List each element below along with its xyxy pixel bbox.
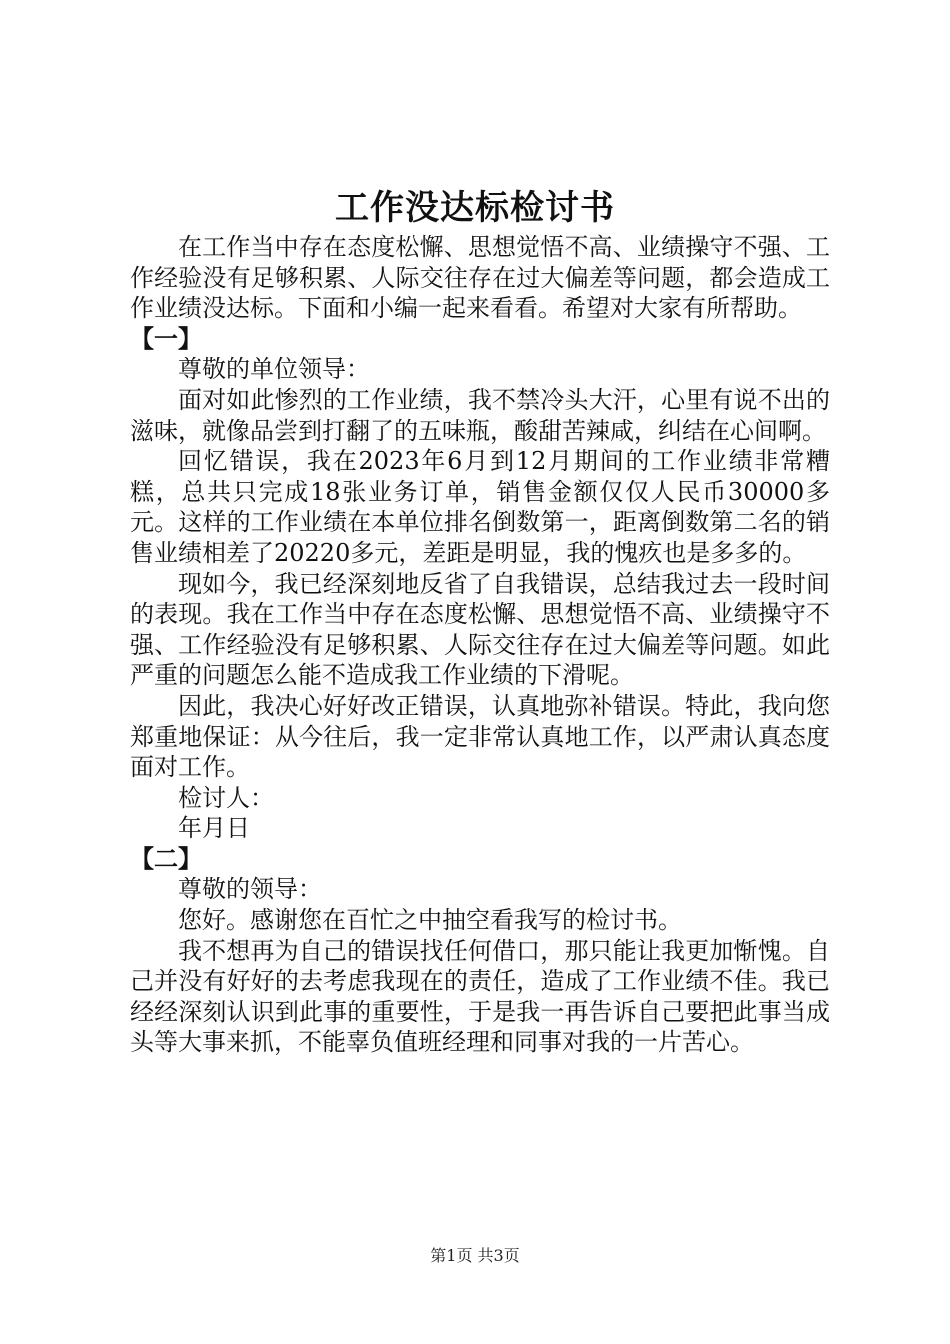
section-1-paragraph: 回忆错误，我在2023年6月到12月期间的工作业绩非常糟糕，总共只完成18张业务订单，销售金额仅仅人民币30000多元。这样的工作业绩在本单位排名倒数第一，距离倒数第二名的销售业绩相差了20220多元，差距是明显，我的愧疚也是多多的。	[130, 447, 830, 567]
section-2-heading: 【二】	[130, 843, 202, 873]
signer-label: 检讨人：	[178, 783, 274, 812]
section-1-salutation: 尊敬的单位领导：	[178, 355, 370, 384]
section-1-heading: 【一】	[130, 323, 202, 353]
document-title: 工作没达标检讨书	[335, 188, 615, 228]
date-label: 年月日	[178, 814, 250, 843]
page-number-footer: 第1页 共3页	[430, 1246, 520, 1265]
section-2-paragraph: 您好。感谢您在百忙之中抽空看我写的检讨书。	[178, 906, 682, 935]
section-2-paragraph: 我不想再为自己的错误找任何借口，那只能让我更加惭愧。自己并没有好好的去考虑我现在的责任，造成了工作业绩不佳。我已经经深刻认识到此事的重要性，于是我一再告诉自己要把此事当成头等大事来抓，不能辜负值班经理和同事对我的一片苦心。	[130, 936, 830, 1057]
section-2-salutation: 尊敬的领导：	[178, 875, 322, 904]
intro-paragraph: 在工作当中存在态度松懈、思想觉悟不高、业绩操守不强、工作经验没有足够积累、人际交往存在过大偏差等问题，都会造成工作业绩没达标。下面和小编一起来看看。希望对大家有所帮助。	[130, 233, 830, 323]
section-1-paragraph: 因此，我决心好好改正错误，认真地弥补错误。特此，我向您郑重地保证：从今往后，我一定非常认真地工作，以严肃认真态度面对工作。	[130, 691, 830, 782]
section-1-paragraph: 现如今，我已经深刻地反省了自我错误，总结我过去一段时间的表现。我在工作当中存在态度松懈、思想觉悟不高、业绩操守不强、工作经验没有足够积累、人际交往存在过大偏差等问题。如此严重的问题怎么能不造成我工作业绩的下滑呢。	[130, 569, 830, 690]
section-1-paragraph: 面对如此惨烈的工作业绩，我不禁冷头大汗，心里有说不出的滋味，就像品尝到打翻了的五味瓶，酸甜苦辣咸，纠结在心间啊。	[130, 385, 830, 445]
document-body	[130, 232, 830, 1058]
